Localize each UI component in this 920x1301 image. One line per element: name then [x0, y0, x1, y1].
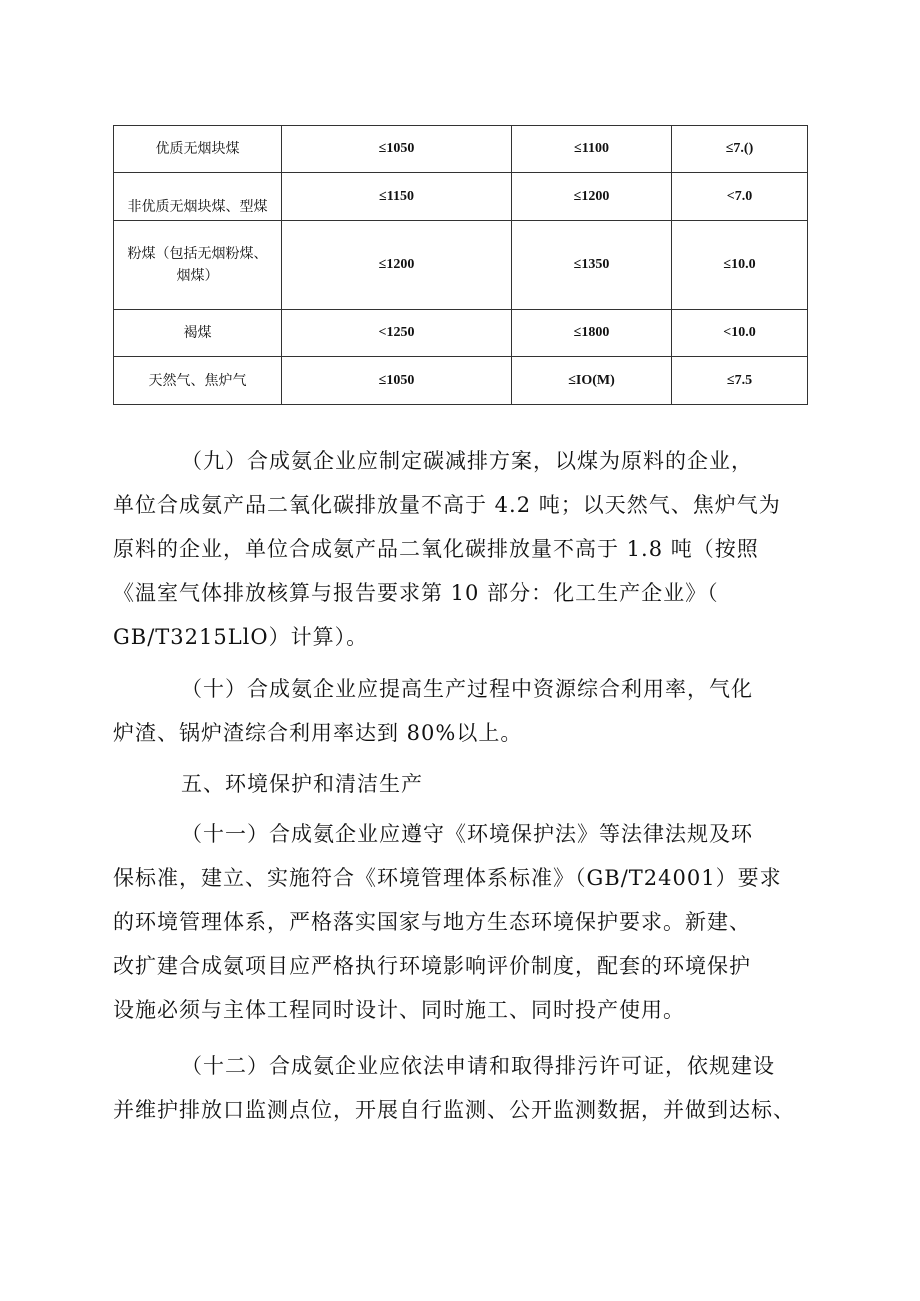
text-line: 改扩建合成氨项目应严格执行环境影响评价制度，配套的环境保护: [113, 954, 751, 978]
table-cell-label: 粉煤（包括无烟粉煤、烟煤）: [114, 221, 282, 310]
table-cell-label: 优质无烟块煤: [114, 126, 282, 173]
table-cell: ≤7.(): [672, 126, 808, 173]
table-cell: ≤1800: [512, 310, 672, 357]
text-line: （十二）合成氨企业应依法申请和取得排污许可证，依规建设: [181, 1054, 775, 1078]
text-line: 原料的企业，单位合成氨产品二氧化碳排放量不高于 1.8 吨（按照: [113, 537, 759, 561]
table-row: [114, 126, 808, 173]
table-row: [114, 173, 808, 221]
paragraph-11: [113, 812, 823, 1032]
table-row: [114, 221, 808, 310]
table-cell: ≤7.5: [672, 357, 808, 405]
table-row: [114, 357, 808, 405]
table-cell: ≤1050: [282, 357, 512, 405]
paragraph-10: [113, 667, 823, 755]
text-line: GB/T3215LlO）计算）。: [113, 625, 369, 649]
text-line: 炉渣、锅炉渣综合利用率达到 80%以上。: [113, 721, 523, 745]
text-line: 单位合成氨产品二氧化碳排放量不高于 4.2 吨；以天然气、焦炉气为: [113, 493, 781, 517]
table-cell: ≤1350: [512, 221, 672, 310]
text-line: 保标准，建立、实施符合《环境管理体系标准》（GB/T24001）要求: [113, 866, 782, 890]
table-cell: <10.0: [672, 310, 808, 357]
text-line: 的环境管理体系，严格落实国家与地方生态环境保护要求。新建、: [113, 910, 751, 934]
table-row: [114, 310, 808, 357]
paragraph-12: [113, 1044, 823, 1132]
energy-consumption-table: [113, 125, 808, 405]
table-cell: <7.0: [672, 173, 808, 221]
paragraph-9: [113, 439, 823, 659]
table-cell: ≤1200: [512, 173, 672, 221]
table-cell-label: 非优质无烟块煤、型煤: [114, 173, 282, 221]
table-cell: ≤1200: [282, 221, 512, 310]
table-cell: ≤IO(M): [512, 357, 672, 405]
table-cell: ≤1100: [512, 126, 672, 173]
text-line: 《温室气体排放核算与报告要求第 10 部分：化工生产企业》（: [113, 581, 719, 605]
table-cell: <1250: [282, 310, 512, 357]
table-cell: ≤1050: [282, 126, 512, 173]
text-line: 设施必须与主体工程同时设计、同时施工、同时投产使用。: [113, 998, 685, 1022]
table-cell-label: 褐煤: [114, 310, 282, 357]
section-heading: [113, 762, 823, 806]
text-line: 并维护排放口监测点位，开展自行监测、公开监测数据，并做到达标、: [113, 1098, 795, 1122]
table-cell: ≤10.0: [672, 221, 808, 310]
table-cell-label: 天然气、焦炉气: [114, 357, 282, 405]
text-line: （十）合成氨企业应提高生产过程中资源综合利用率，气化: [181, 677, 753, 701]
text-line: （九）合成氨企业应制定碳减排方案，以煤为原料的企业，: [181, 449, 753, 473]
text-line: （十一）合成氨企业应遵守《环境保护法》等法律法规及环: [181, 822, 753, 846]
table-cell: ≤1150: [282, 173, 512, 221]
section-title: 五、环境保护和清洁生产: [181, 772, 423, 796]
